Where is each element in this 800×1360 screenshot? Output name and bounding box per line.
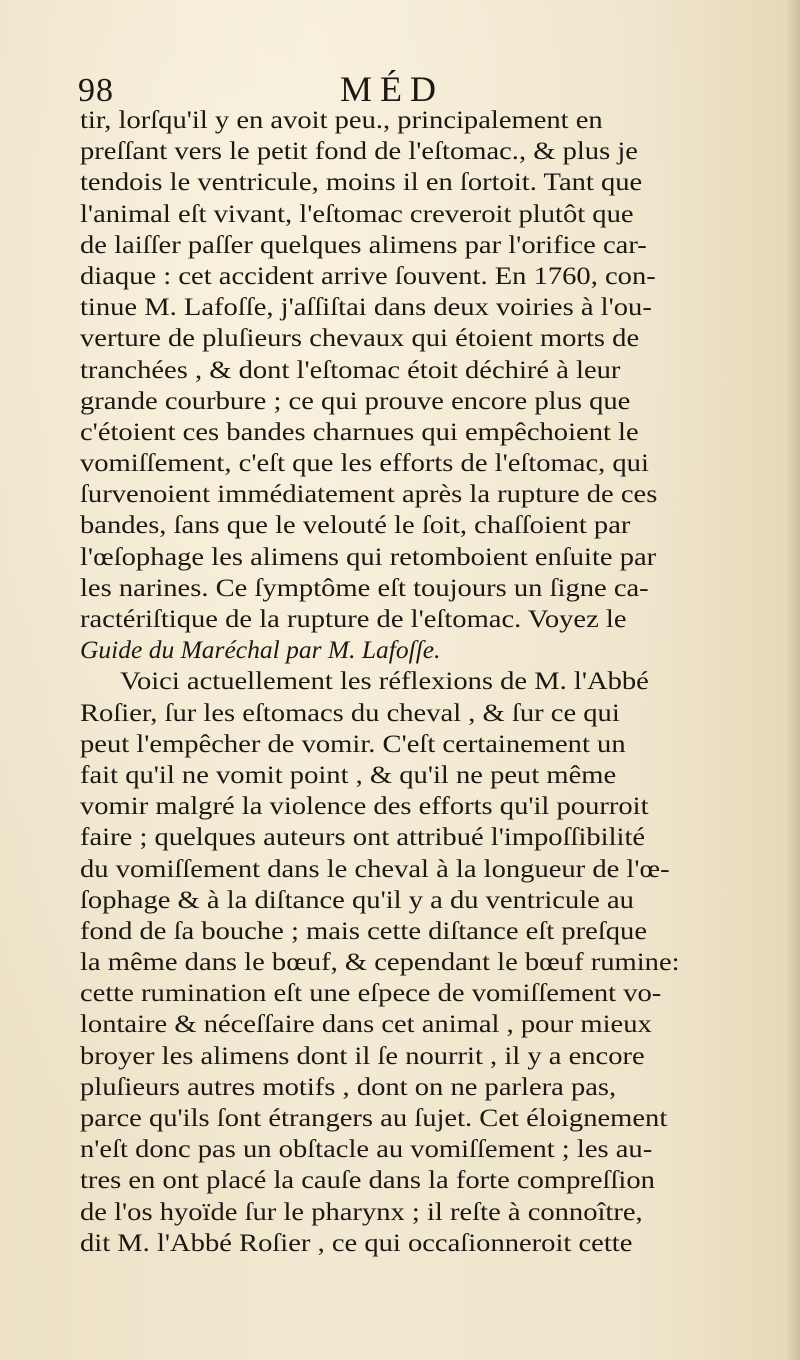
text-line: diaque : cet accident arrive ſouvent. En 1760, con- <box>80 260 656 290</box>
text-line: fond de ſa bouche ; mais cette diſtance eſt preſque <box>80 915 648 945</box>
text-line: preſſant vers le petit fond de l'eſtomac., & plus je <box>80 136 638 166</box>
text-line: de l'os hyoïde ſur le pharynx ; il reſte à connoître, <box>80 1196 643 1226</box>
text-line: tendois le ventricule, moins il en ſortoit. Tant que <box>80 167 643 197</box>
text-line: tranchées , & dont l'eſtomac étoit déchiré à leur <box>80 354 621 384</box>
text-line: fait qu'il ne vomit point , & qu'il ne peut même <box>80 759 617 789</box>
text-line: vomiſſement, c'eſt que les efforts de l'eſtomac, qui <box>80 448 649 478</box>
text-line: ſurvenoient immédiatement après la rupture de ces <box>80 479 658 509</box>
text-line: lontaire & néceſſaire dans cet animal , pour mieux <box>80 1009 652 1039</box>
text-line: pluſieurs autres motifs , dont on ne parlera pas, <box>80 1071 617 1101</box>
text-line: broyer les alimens dont il ſe nourrit , il y a encore <box>80 1040 645 1070</box>
text-line: du vomiſſement dans le cheval à la longueur de l'œ- <box>80 853 670 883</box>
page-edge-shadow <box>786 0 800 1360</box>
running-head: MÉD <box>340 69 444 109</box>
text-line: Roſier, ſur les eſtomacs du cheval , & ſur ce qui <box>80 697 620 727</box>
text-line: de laiſſer paſſer quelques alimens par l'orifice car- <box>80 229 647 259</box>
text-line: n'eſt donc pas un obſtacle au vomiſſement ; les au- <box>80 1134 653 1164</box>
body-text <box>80 104 770 1258</box>
text-line: dit M. l'Abbé Roſier , ce qui occaſionneroit cette <box>80 1227 633 1257</box>
text-line: cette rumination eſt une eſpece de vomiſſement vo- <box>80 978 662 1008</box>
text-line: la même dans le bœuf, & cependant le bœuf rumine: <box>80 947 680 977</box>
page-number: 98 <box>78 72 114 109</box>
text-line: ractériſtique de la rupture de l'eſtomac. Voyez le <box>80 604 627 633</box>
text-line: Guide du Maréchal par M. Lafoſſe. <box>80 635 441 665</box>
text-line: parce qu'ils ſont étrangers au ſujet. Cet éloignement <box>80 1103 668 1132</box>
text-line: grande courbure ; ce qui prouve encore plus que <box>80 385 631 415</box>
text-line: l'animal eſt vivant, l'eſtomac creveroit plutôt que <box>80 198 634 228</box>
text-line: tres en ont placé la cauſe dans la forte compreſſion <box>80 1165 655 1195</box>
text-line: l'œſophage les alimens qui retomboient enſuite par <box>80 541 657 571</box>
text-line: c'étoient ces bandes charnues qui empêchoient le <box>80 416 639 446</box>
text-line: faire ; quelques auteurs ont attribué l'impoſſibilité <box>80 822 646 852</box>
text-line: tir, lorſqu'il y en avoit peu., principalement en <box>80 105 603 134</box>
text-line: vomir malgré la violence des efforts qu'il pourroit <box>80 791 649 821</box>
text-line: verture de pluſieurs chevaux qui étoient morts de <box>80 323 640 353</box>
text-line: Voici actuellement les réflexions de M. l'Abbé <box>120 666 649 696</box>
text-line: tinue M. Lafoſſe, j'aſſiſtai dans deux voiries à l'ou- <box>80 292 652 322</box>
text-line: les narines. Ce ſymptôme eſt toujours un ſigne ca- <box>80 572 649 602</box>
text-line: ſophage & à la diſtance qu'il y a du ventricule au <box>80 884 634 914</box>
text-line: peut l'empêcher de vomir. C'eſt certainement un <box>80 728 626 758</box>
text-line: bandes, ſans que le velouté le ſoit, chaſſoient par <box>80 510 631 540</box>
